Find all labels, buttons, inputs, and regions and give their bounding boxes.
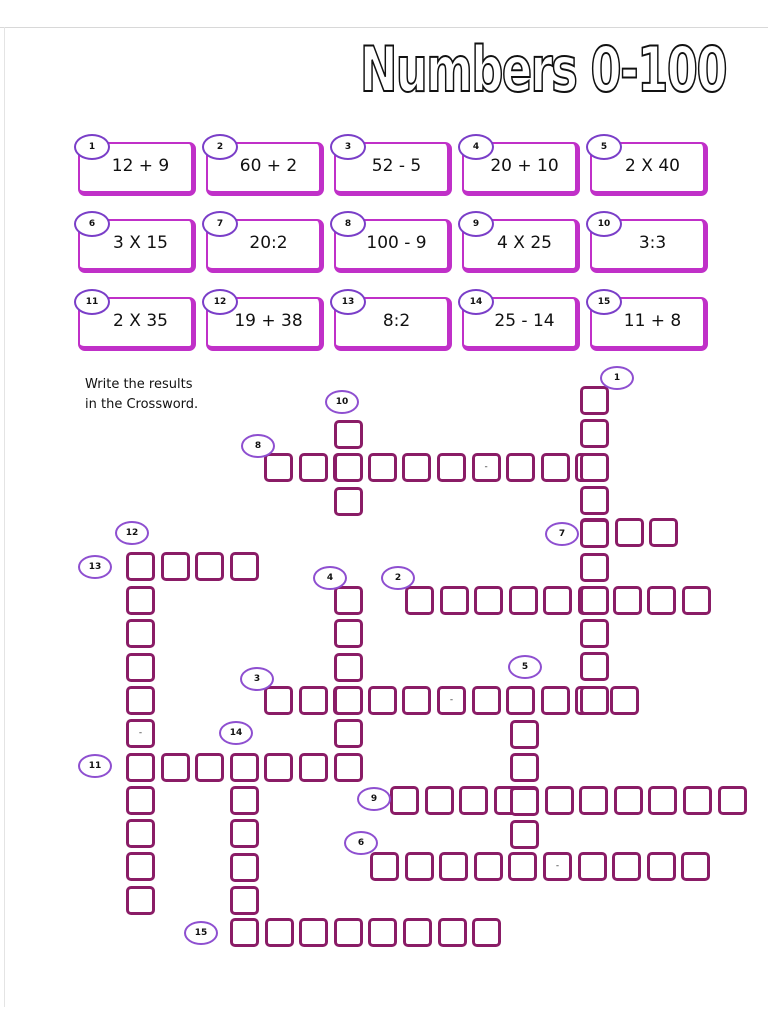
- crossword-cell[interactable]: [334, 918, 363, 947]
- crossword-cell[interactable]: [230, 853, 259, 882]
- clue-number: 5: [586, 134, 622, 160]
- crossword-cell[interactable]: [126, 619, 155, 648]
- clue-card-5: [590, 142, 708, 196]
- crossword-number-label: 9: [357, 787, 391, 811]
- crossword-cell[interactable]: [580, 586, 609, 615]
- crossword-cell[interactable]: [510, 787, 539, 816]
- crossword-cell[interactable]: [508, 852, 537, 881]
- crossword-cell[interactable]: [334, 420, 363, 449]
- crossword-cell[interactable]: [510, 720, 539, 749]
- clue-card-14: [462, 297, 580, 351]
- crossword-cell[interactable]: [541, 686, 570, 715]
- crossword-hyphen-cell[interactable]: -: [543, 852, 572, 881]
- clue-expression: 4 X 25: [497, 233, 552, 253]
- clue-number: 8: [330, 211, 366, 237]
- clue-expression: 25 - 14: [494, 311, 555, 331]
- crossword-cell[interactable]: [126, 886, 155, 915]
- crossword-cell[interactable]: [230, 819, 259, 848]
- crossword-cell[interactable]: [368, 453, 397, 482]
- crossword-cell[interactable]: [610, 686, 639, 715]
- crossword-cell[interactable]: [510, 753, 539, 782]
- crossword-cell[interactable]: [405, 586, 434, 615]
- clue-card-4: [462, 142, 580, 196]
- crossword-cell[interactable]: [613, 586, 642, 615]
- clue-number: 14: [458, 289, 494, 315]
- crossword-number-label: 3: [240, 667, 274, 691]
- crossword-cell[interactable]: [614, 786, 643, 815]
- clue-number: 6: [74, 211, 110, 237]
- clue-expression: 3:3: [638, 233, 667, 253]
- clue-card-2: [206, 142, 324, 196]
- crossword-cell[interactable]: [437, 453, 466, 482]
- crossword-cell[interactable]: [543, 586, 572, 615]
- crossword-cell[interactable]: [579, 786, 608, 815]
- crossword-cell[interactable]: [580, 686, 609, 715]
- crossword-cell[interactable]: [472, 686, 501, 715]
- clue-expression: 3 X 15: [113, 233, 168, 253]
- crossword-hyphen-cell[interactable]: -: [437, 686, 466, 715]
- worksheet-title: Numbers 0-100: [360, 33, 727, 106]
- crossword-cell[interactable]: [299, 686, 328, 715]
- crossword-number-label: 7: [545, 522, 579, 546]
- clue-number: 15: [586, 289, 622, 315]
- crossword-hyphen-cell[interactable]: -: [126, 719, 155, 748]
- crossword-cell[interactable]: [161, 552, 190, 581]
- clue-expression: 2 X 35: [113, 311, 168, 331]
- crossword-cell[interactable]: [264, 753, 293, 782]
- crossword-cell[interactable]: [334, 653, 363, 682]
- crossword-cell[interactable]: [438, 918, 467, 947]
- crossword-cell[interactable]: [425, 786, 454, 815]
- crossword-cell[interactable]: [195, 552, 224, 581]
- crossword-cell[interactable]: [195, 753, 224, 782]
- crossword-cell[interactable]: [230, 552, 259, 581]
- crossword-cell[interactable]: [580, 486, 609, 515]
- clue-card-3: [334, 142, 452, 196]
- crossword-cell[interactable]: [459, 786, 488, 815]
- clue-number: 11: [74, 289, 110, 315]
- crossword-cell[interactable]: [647, 586, 676, 615]
- crossword-cell[interactable]: [230, 918, 259, 947]
- crossword-cell[interactable]: [578, 852, 607, 881]
- crossword-cell[interactable]: [334, 453, 363, 482]
- clue-card-13: [334, 297, 452, 351]
- crossword-cell[interactable]: [474, 586, 503, 615]
- crossword-cell[interactable]: [681, 852, 710, 881]
- crossword-cell[interactable]: [368, 686, 397, 715]
- crossword-cell[interactable]: [126, 786, 155, 815]
- clue-number: 4: [458, 134, 494, 160]
- crossword-cell[interactable]: [126, 552, 155, 581]
- crossword-cell[interactable]: [580, 619, 609, 648]
- crossword-cell[interactable]: [403, 918, 432, 947]
- crossword-cell[interactable]: [230, 753, 259, 782]
- crossword-cell[interactable]: [126, 753, 155, 782]
- crossword-cell[interactable]: [545, 786, 574, 815]
- crossword-cell[interactable]: [370, 852, 399, 881]
- crossword-number-label: 14: [219, 721, 253, 745]
- clue-card-10: [590, 219, 708, 273]
- crossword-cell[interactable]: [161, 753, 190, 782]
- clue-card-15: [590, 297, 708, 351]
- crossword-cell[interactable]: [440, 586, 469, 615]
- crossword-cell[interactable]: [126, 819, 155, 848]
- clue-number: 10: [586, 211, 622, 237]
- crossword-number-label: 6: [344, 831, 378, 855]
- crossword-cell[interactable]: [506, 453, 535, 482]
- crossword-cell[interactable]: [334, 719, 363, 748]
- clue-expression: 12 + 9: [111, 156, 170, 176]
- clue-card-12: [206, 297, 324, 351]
- crossword-cell[interactable]: [439, 852, 468, 881]
- crossword-number-label: 15: [184, 921, 218, 945]
- clue-number: 7: [202, 211, 238, 237]
- page-top-edge: [0, 27, 768, 28]
- crossword-cell[interactable]: [580, 419, 609, 448]
- crossword-cell[interactable]: [506, 686, 535, 715]
- crossword-number-label: 12: [115, 521, 149, 545]
- crossword-cell[interactable]: [580, 453, 609, 482]
- crossword-number-label: 5: [508, 655, 542, 679]
- clue-expression: 11 + 8: [623, 311, 682, 331]
- clue-card-6: [78, 219, 196, 273]
- clue-card-8: [334, 219, 452, 273]
- crossword-number-label: 13: [78, 555, 112, 579]
- clue-card-11: [78, 297, 196, 351]
- crossword-cell[interactable]: [126, 852, 155, 881]
- clue-number: 13: [330, 289, 366, 315]
- crossword-cell[interactable]: [648, 786, 677, 815]
- clue-number: 9: [458, 211, 494, 237]
- crossword-cell[interactable]: [541, 453, 570, 482]
- crossword-number-label: 2: [381, 566, 415, 590]
- crossword-cell[interactable]: [126, 686, 155, 715]
- crossword-cell[interactable]: [126, 586, 155, 615]
- clue-expression: 100 - 9: [366, 233, 427, 253]
- crossword-cell[interactable]: [718, 786, 747, 815]
- crossword-cell[interactable]: [264, 686, 293, 715]
- crossword-cell[interactable]: [405, 852, 434, 881]
- clue-expression: 2 X 40: [625, 156, 680, 176]
- clue-expression: 60 + 2: [239, 156, 298, 176]
- crossword-cell[interactable]: [299, 753, 328, 782]
- crossword-cell[interactable]: [682, 586, 711, 615]
- crossword-cell[interactable]: [612, 852, 641, 881]
- crossword-hyphen-cell[interactable]: -: [472, 453, 501, 482]
- crossword-cell[interactable]: [580, 386, 609, 415]
- instruction-text: [85, 375, 245, 415]
- crossword-cell[interactable]: [265, 918, 294, 947]
- crossword-cell[interactable]: [580, 553, 609, 582]
- crossword-cell[interactable]: [615, 518, 644, 547]
- clue-number: 1: [74, 134, 110, 160]
- crossword-cell[interactable]: [472, 918, 501, 947]
- crossword-cell[interactable]: [299, 453, 328, 482]
- clue-number: 3: [330, 134, 366, 160]
- crossword-cell[interactable]: [390, 786, 419, 815]
- clue-expression: 8:2: [382, 311, 411, 331]
- clue-number: 12: [202, 289, 238, 315]
- crossword-cell[interactable]: [368, 918, 397, 947]
- crossword-cell[interactable]: [474, 852, 503, 881]
- crossword-cell[interactable]: [649, 518, 678, 547]
- crossword-cell[interactable]: [264, 453, 293, 482]
- crossword-cell[interactable]: [647, 852, 676, 881]
- crossword-cell[interactable]: [126, 653, 155, 682]
- clue-card-1: [78, 142, 196, 196]
- crossword-cell[interactable]: [230, 786, 259, 815]
- crossword-cell[interactable]: [334, 487, 363, 516]
- crossword-cell[interactable]: [334, 619, 363, 648]
- clue-number: 2: [202, 134, 238, 160]
- crossword-cell[interactable]: [334, 686, 363, 715]
- crossword-cell[interactable]: [402, 686, 431, 715]
- instruction-line-1: Write the results: [85, 377, 193, 392]
- crossword-cell[interactable]: [509, 586, 538, 615]
- crossword-number-label: 10: [325, 390, 359, 414]
- clue-expression: 52 - 5: [371, 156, 422, 176]
- crossword-cell[interactable]: [402, 453, 431, 482]
- crossword-cell[interactable]: [510, 820, 539, 849]
- clue-card-9: [462, 219, 580, 273]
- crossword-cell[interactable]: [580, 519, 609, 548]
- crossword-cell[interactable]: [334, 753, 363, 782]
- crossword-number-label: 11: [78, 754, 112, 778]
- crossword-cell[interactable]: [683, 786, 712, 815]
- clue-expression: 20:2: [249, 233, 288, 253]
- clue-expression: 19 + 38: [234, 311, 303, 331]
- crossword-cell[interactable]: [230, 886, 259, 915]
- clue-card-7: [206, 219, 324, 273]
- clue-expression: 20 + 10: [490, 156, 559, 176]
- page-left-edge: [4, 27, 5, 1007]
- crossword-cell[interactable]: [334, 586, 363, 615]
- crossword-cell[interactable]: [299, 918, 328, 947]
- crossword-number-label: 1: [600, 366, 634, 390]
- crossword-cell[interactable]: [580, 652, 609, 681]
- crossword-number-label: 8: [241, 434, 275, 458]
- instruction-line-2: in the Crossword.: [85, 397, 199, 412]
- crossword-number-label: 4: [313, 566, 347, 590]
